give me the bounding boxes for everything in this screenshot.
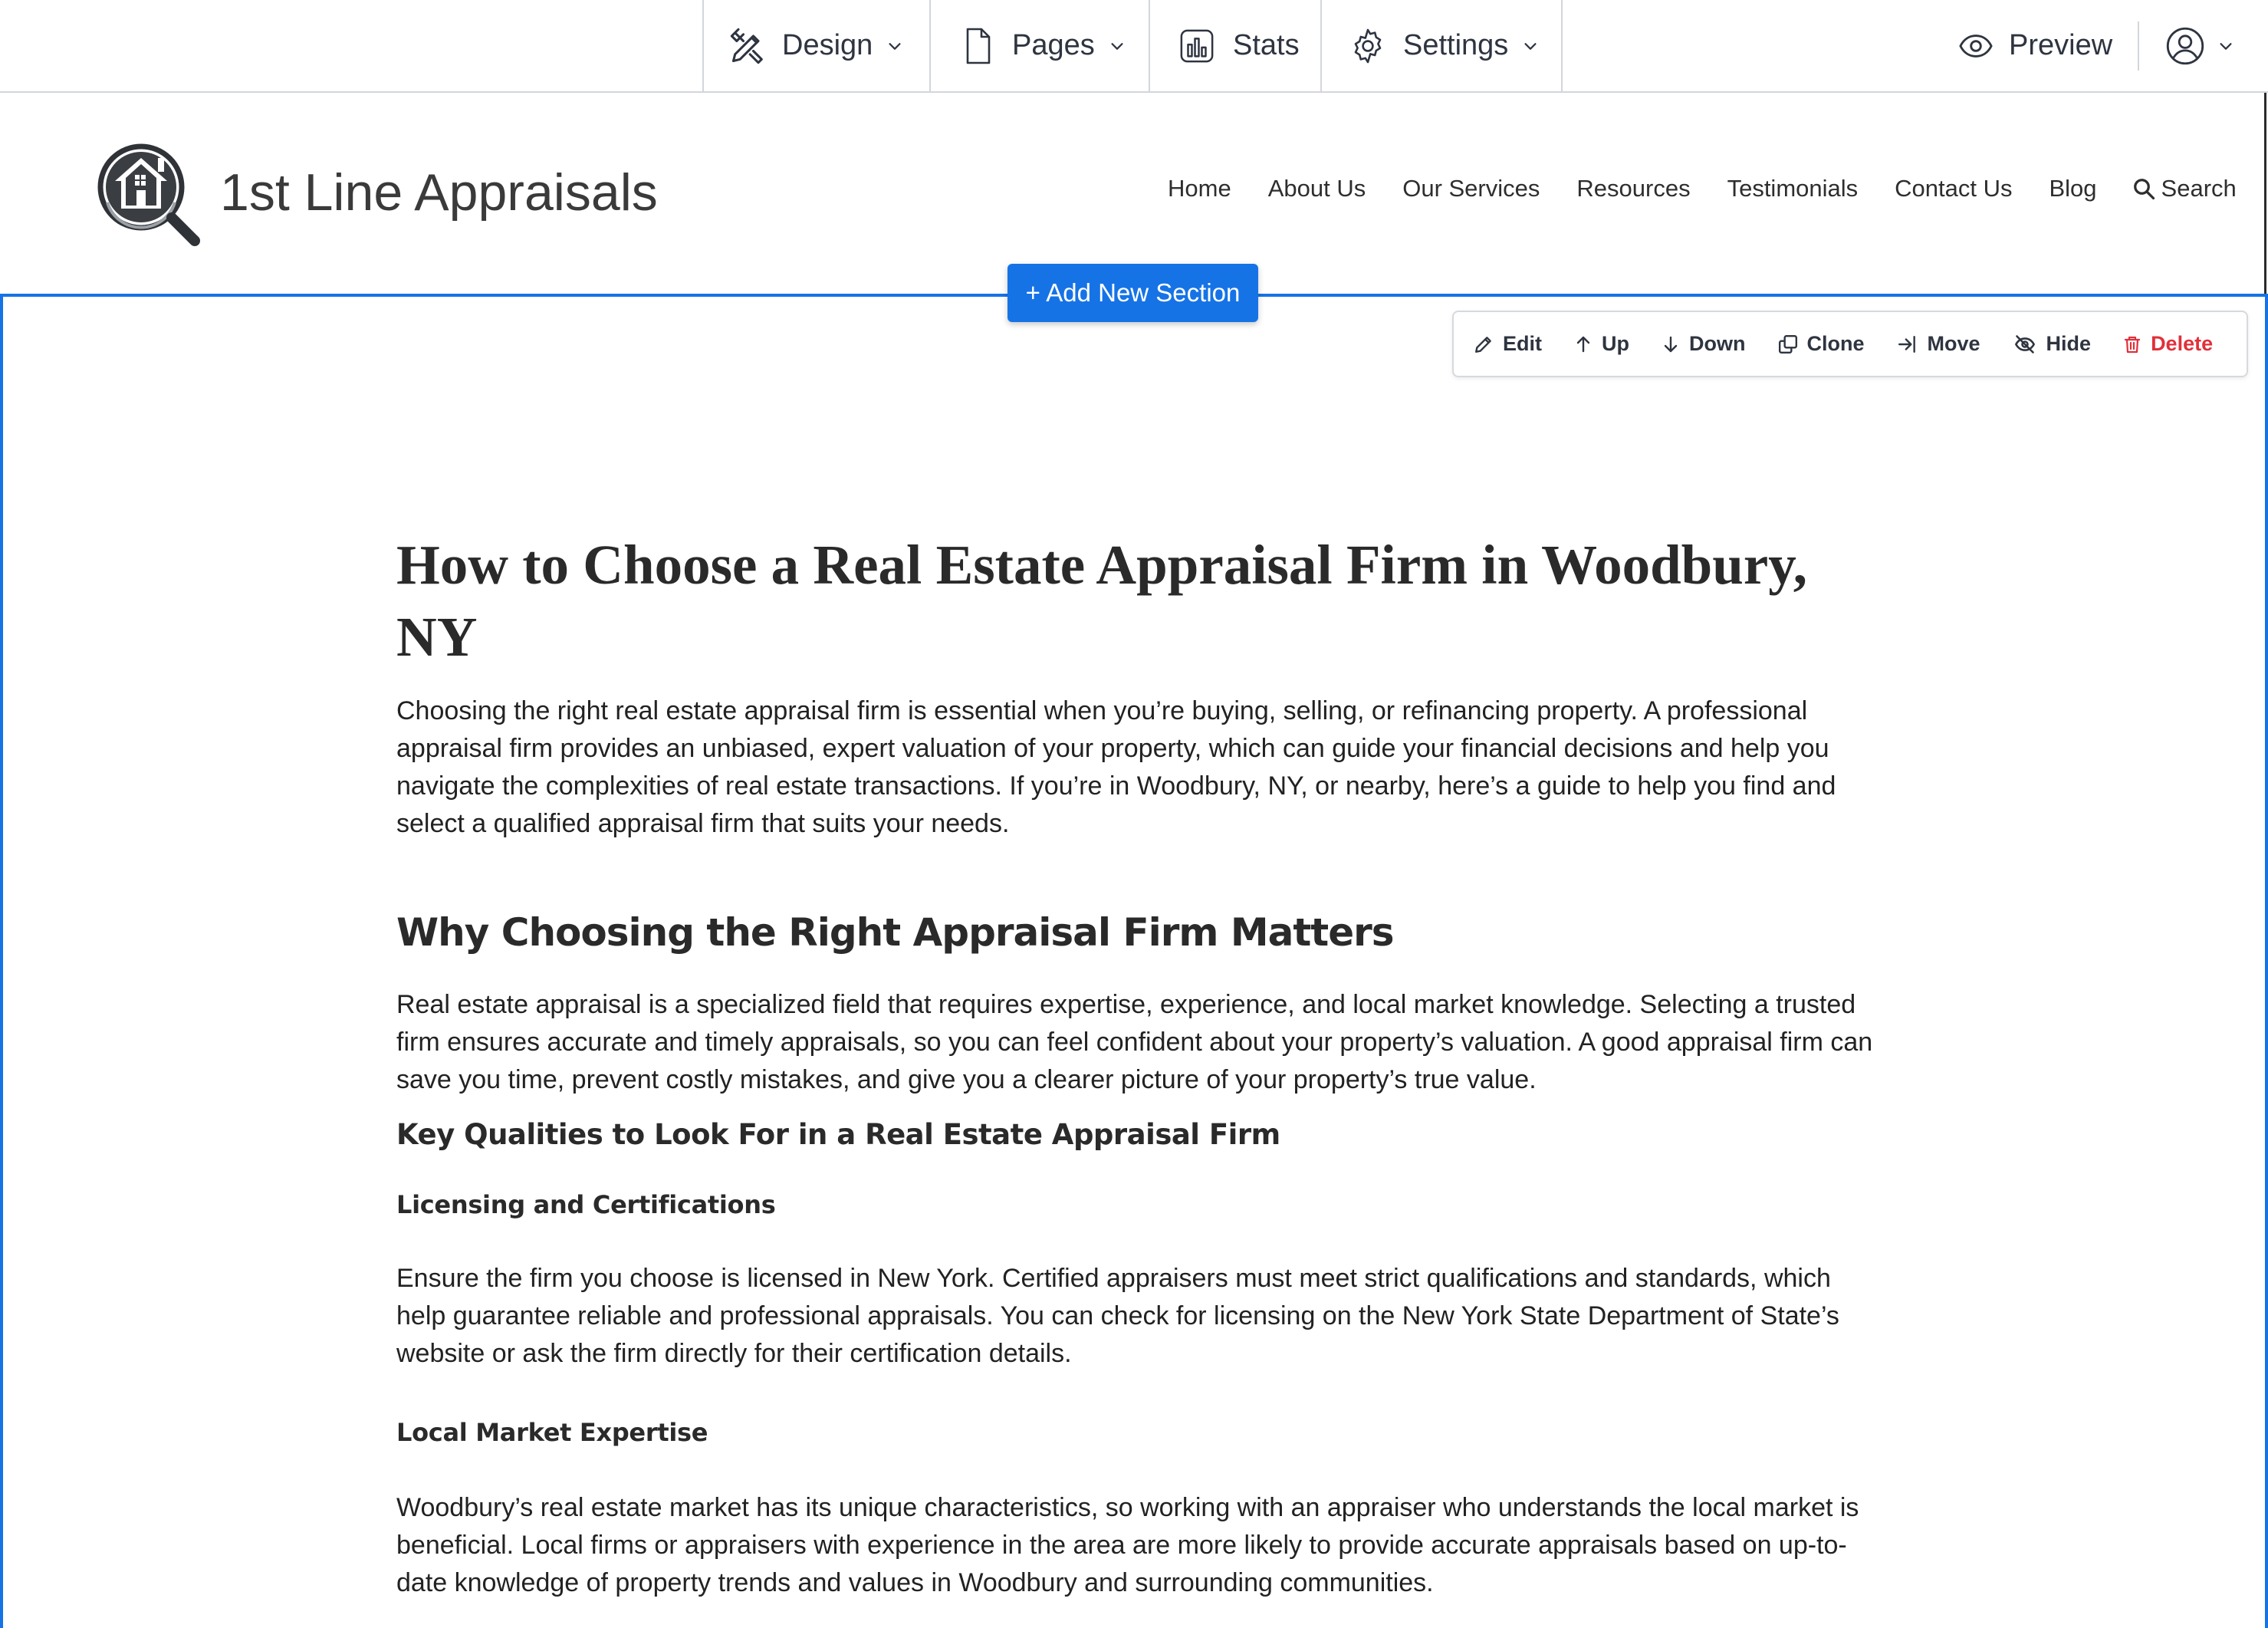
settings-label: Settings [1403, 29, 1509, 61]
tools-icon [728, 26, 768, 66]
pages-menu-button[interactable] [931, 0, 1150, 91]
house-magnifier-logo[interactable] [97, 143, 201, 247]
search-icon [2132, 177, 2155, 200]
pencil-icon [1474, 334, 1503, 354]
eye-icon [1958, 28, 1994, 64]
heading-why: Why Choosing the Right Appraisal Firm Matters [396, 910, 1394, 955]
page-icon [963, 28, 994, 64]
chevron-down-icon [886, 38, 903, 54]
move-button[interactable] [1897, 332, 1980, 356]
licensing-paragraph: Ensure the firm you choose is licensed in New York. Certified appraisers must meet strict qualifications and standards, which help guarantee reliable and professional appraisals. You can check for licensing on the New York State Department of State’s website or ask the firm directly for their certification details. [396, 1264, 1839, 1368]
hide-label: Hide [2046, 332, 2092, 355]
pages-label: Pages [1012, 29, 1095, 61]
chevron-down-icon [1522, 38, 1539, 54]
article-title: How to Choose a Real Estate Appraisal Firm in Woodbury, NY [396, 534, 1808, 668]
clone-button[interactable] [1778, 332, 1865, 356]
account-menu-button[interactable] [2165, 0, 2250, 91]
preview-button[interactable] [1958, 0, 2112, 91]
chevron-down-icon [2217, 38, 2234, 54]
nav-item-our-services[interactable]: Our Services [1402, 175, 1540, 202]
settings-menu-button[interactable] [1322, 0, 1561, 91]
divider [2138, 21, 2139, 71]
stats-label: Stats [1233, 29, 1300, 61]
section-toolbar [1452, 311, 2248, 377]
why-paragraph: Real estate appraisal is a specialized field that requires expertise, experience, and local market knowledge. Selecting a trusted firm ensures accurate and timely appraisals, so you can feel confident about your property’s valuation. A good appraisal firm can save you time, prevent costly mistakes, and give you a clearer picture of your property’s true value. [396, 990, 1873, 1094]
article-content [396, 529, 1876, 1602]
divider [1561, 0, 1563, 91]
clone-icon [1778, 334, 1807, 354]
nav-item-home[interactable]: Home [1168, 175, 1231, 202]
search-label: Search [2161, 175, 2237, 202]
stats-icon [1179, 28, 1215, 64]
site-nav [1168, 175, 2237, 202]
editor-top-bar [0, 0, 2268, 93]
nav-search[interactable] [2132, 175, 2237, 202]
nav-item-blog[interactable]: Blog [2049, 175, 2097, 202]
nav-item-testimonials[interactable]: Testimonials [1727, 175, 1859, 202]
edit-label: Edit [1503, 332, 1542, 355]
move-down-button[interactable] [1662, 332, 1746, 356]
heading-local-market: Local Market Expertise [396, 1418, 708, 1447]
delete-button[interactable] [2123, 332, 2213, 356]
heading-key-qualities: Key Qualities to Look For in a Real Estate Appraisal Firm [396, 1118, 1280, 1151]
nav-item-about-us[interactable]: About Us [1267, 175, 1366, 202]
intro-paragraph: Choosing the right real estate appraisal firm is essential when you’re buying, selling, or refinancing property. A professional appraisal firm provides an unbiased, expert valuation of your property, which can guide your financial decisions and help you navigate the complexities of real estate transactions. If you’re in Woodbury, NY, or nearby, here’s a guide to help you find and select a qualified appraisal firm that suits your needs. [396, 696, 1836, 838]
move-icon [1897, 334, 1928, 354]
preview-label: Preview [2009, 29, 2113, 61]
add-new-section-button[interactable]: + Add New Section [1007, 264, 1258, 322]
trash-icon [2123, 334, 2151, 355]
arrow-up-icon [1574, 334, 1602, 354]
move-up-button[interactable] [1574, 332, 1629, 356]
stats-button[interactable] [1150, 0, 1320, 91]
nav-item-contact-us[interactable]: Contact Us [1895, 175, 2013, 202]
user-icon [2165, 26, 2205, 66]
edit-button[interactable] [1474, 332, 1542, 356]
canvas-edge [2264, 93, 2266, 294]
hide-button[interactable] [2013, 332, 2092, 356]
local-market-paragraph: Woodbury’s real estate market has its unique characteristics, so working with an appraiser who understands the local market is beneficial. Local firms or appraisers with experience in the area are more likely to provide accurate appraisals based on up-to-date knowledge of property trends and values in Woodbury and surrounding communities. [396, 1493, 1859, 1597]
eye-slash-icon [2013, 334, 2046, 355]
site-title[interactable]: 1st Line Appraisals [220, 163, 658, 222]
heading-licensing: Licensing and Certifications [396, 1190, 776, 1219]
nav-item-resources[interactable]: Resources [1576, 175, 1691, 202]
arrow-down-icon [1662, 334, 1689, 354]
clone-label: Clone [1806, 332, 1865, 355]
gear-icon [1349, 28, 1386, 64]
delete-label: Delete [2151, 332, 2214, 355]
design-menu-button[interactable] [704, 0, 929, 91]
chevron-down-icon [1109, 38, 1126, 54]
up-label: Up [1602, 332, 1629, 355]
move-label: Move [1927, 332, 1980, 355]
down-label: Down [1689, 332, 1746, 355]
design-label: Design [782, 29, 873, 61]
